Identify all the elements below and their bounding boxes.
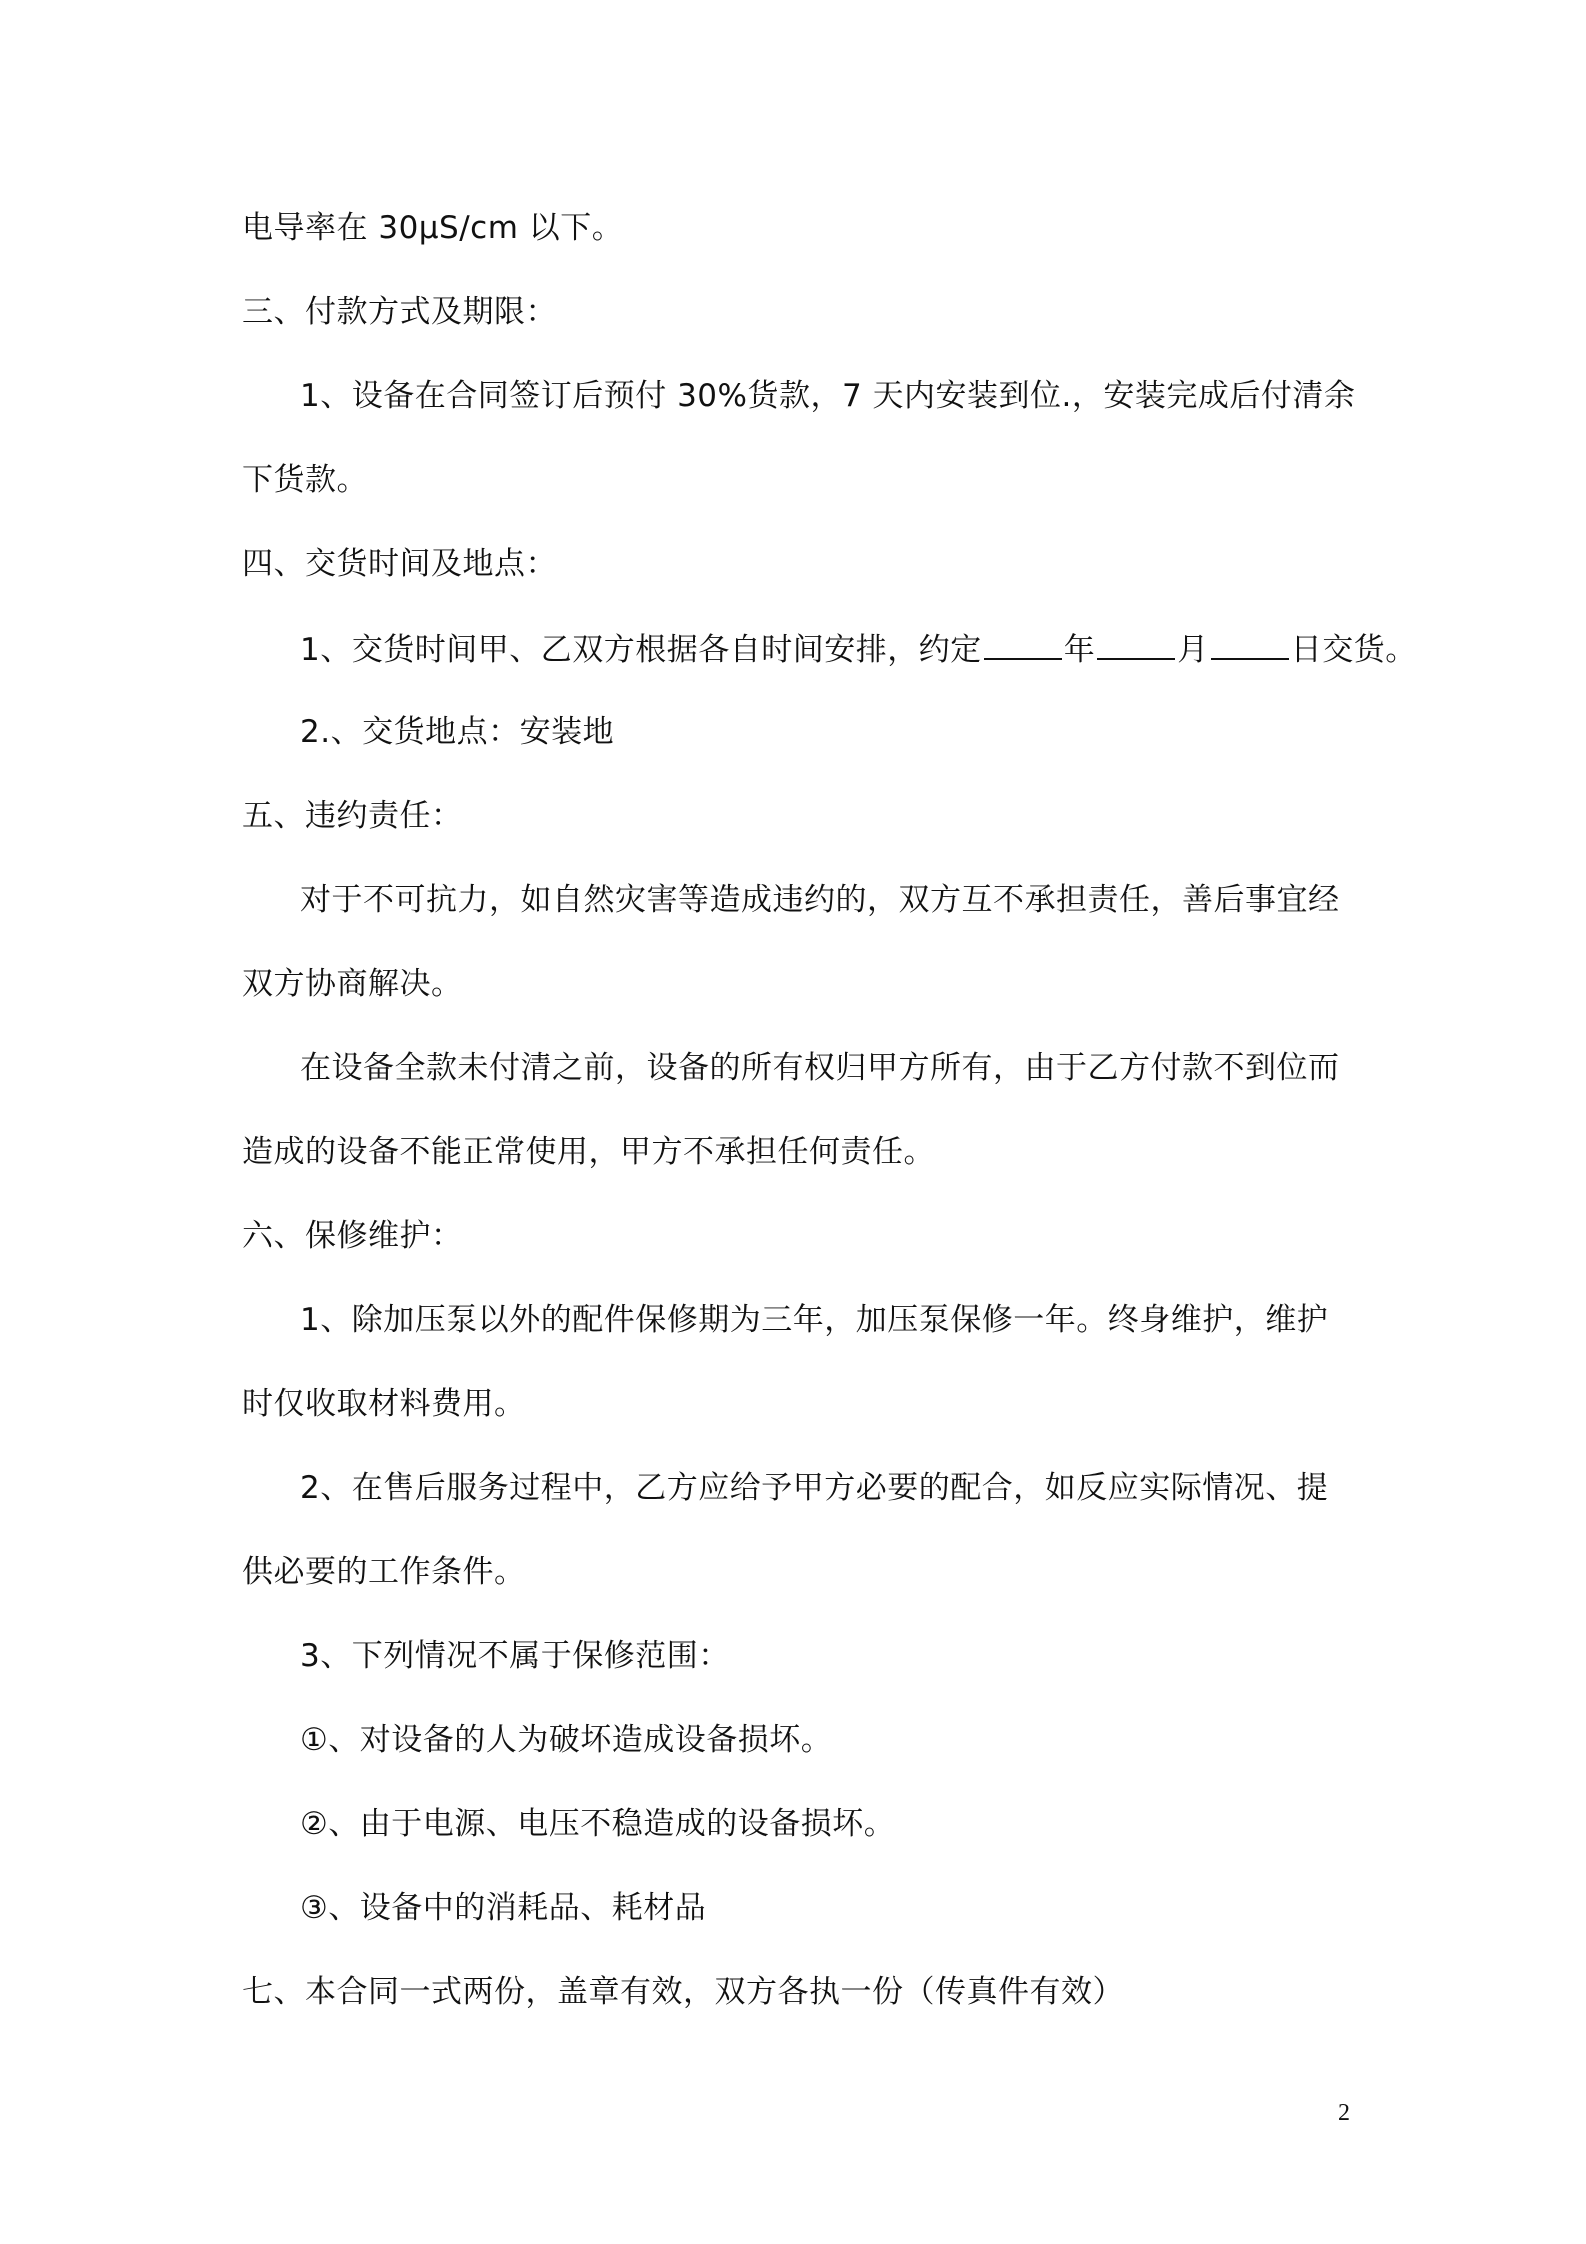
- exclusion-item-2: ②、由于电源、电压不稳造成的设备损坏。: [300, 1806, 896, 1842]
- month-blank: [1097, 628, 1175, 660]
- exclusion-item-1: ①、对设备的人为破坏造成设备损坏。: [300, 1722, 833, 1758]
- section-heading-liability: 五、违约责任：: [242, 798, 463, 834]
- delivery-time-clause: [300, 628, 1417, 670]
- warranty-clause-2-line-2: 供必要的工作条件。: [242, 1554, 526, 1590]
- year-label: 年: [1063, 632, 1096, 668]
- month-label: 月: [1177, 632, 1209, 668]
- ownership-line-1: 在设备全款未付清之前，设备的所有权归甲方所有，由于乙方付款不到位而: [300, 1050, 1340, 1086]
- page-number: 2: [1338, 2100, 1350, 2126]
- delivery-time-prefix: 1、交货时间甲、乙双方根据各自时间安排，约定: [300, 632, 982, 668]
- day-label: 日交货。: [1290, 632, 1417, 668]
- delivery-place-clause: 2.、交货地点：安装地: [300, 714, 615, 750]
- warranty-clause-2-line-1: 2、在售后服务过程中，乙方应给予甲方必要的配合，如反应实际情况、提: [300, 1470, 1329, 1506]
- exclusion-item-3: ③、设备中的消耗品、耗材品: [300, 1890, 707, 1926]
- ownership-line-2: 造成的设备不能正常使用，甲方不承担任何责任。: [242, 1134, 935, 1170]
- section-heading-warranty: 六、保修维护：: [242, 1218, 463, 1254]
- payment-clause-line-2: 下货款。: [242, 462, 368, 498]
- warranty-clause-1-line-2: 时仅收取材料费用。: [242, 1386, 526, 1422]
- force-majeure-line-1: 对于不可抗力，如自然灾害等造成违约的，双方互不承担责任，善后事宜经: [300, 882, 1340, 918]
- warranty-clause-1-line-1: 1、除加压泵以外的配件保修期为三年，加压泵保修一年。终身维护，维护: [300, 1302, 1329, 1338]
- force-majeure-line-2: 双方协商解决。: [242, 966, 463, 1002]
- payment-clause-line-1: 1、设备在合同签订后预付 30%货款，7 天内安装到位.，安装完成后付清余: [300, 378, 1356, 414]
- day-blank: [1211, 628, 1289, 660]
- section-heading-delivery: 四、交货时间及地点：: [242, 546, 557, 582]
- section-heading-payment: 三、付款方式及期限：: [242, 294, 557, 330]
- section-contract-copies: 七、本合同一式两份，盖章有效，双方各执一份（传真件有效）: [242, 1974, 1124, 2010]
- year-blank: [984, 628, 1062, 660]
- warranty-exclusions-heading: 3、下列情况不属于保修范围：: [300, 1638, 730, 1674]
- text-line-conductivity: 电导率在 30μS/cm 以下。: [242, 210, 624, 246]
